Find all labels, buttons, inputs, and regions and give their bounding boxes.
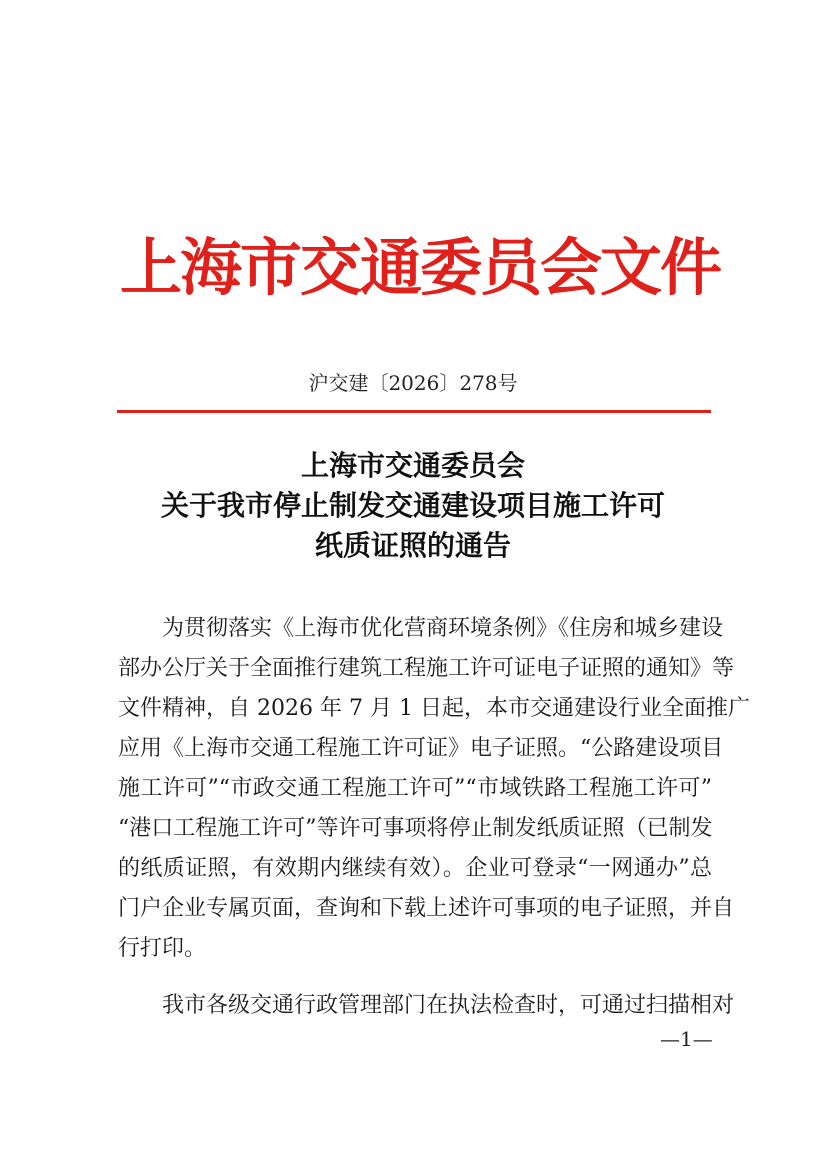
page-number: —1— bbox=[660, 1027, 713, 1051]
body-paragraph-1 bbox=[118, 609, 750, 969]
paragraph-line: 行打印。 bbox=[118, 936, 207, 961]
paragraph-line: 门户企业专属页面，查询和下载上述许可事项的电子证照，并自 bbox=[118, 896, 735, 921]
body-paragraph-2 bbox=[118, 986, 735, 1026]
paragraph-line: 的纸质证照，有效期内继续有效）。企业可登录“一网通办”总 bbox=[118, 856, 712, 881]
notice-title bbox=[0, 446, 826, 566]
paragraph-line: 我市各级交通行政管理部门在执法检查时，可通过扫描相对 bbox=[162, 993, 735, 1018]
document-number: 沪交建〔2026〕278号 bbox=[308, 371, 518, 395]
paragraph-line: 应用《上海市交通工程施工许可证》电子证照。“公路建设项目 bbox=[118, 736, 724, 761]
paragraph-line: 为贯彻落实《上海市优化营商环境条例》《住房和城乡建设 bbox=[162, 616, 724, 641]
notice-title-line-1: 上海市交通委员会 bbox=[300, 449, 525, 482]
paragraph-line: 文件精神，自 2026 年 7 月 1 日起，本市交通建设行业全面推广 bbox=[118, 696, 750, 721]
paragraph-line: 施工许可”“市政交通工程施工许可”“市域铁路工程施工许可” bbox=[118, 776, 712, 801]
paragraph-line: “港口工程施工许可”等许可事项将停止制发纸质证照（已制发 bbox=[118, 816, 713, 841]
red-divider-line bbox=[117, 410, 711, 413]
notice-title-line-2: 关于我市停止制发交通建设项目施工许可 bbox=[160, 489, 665, 522]
notice-title-line-3: 纸质证照的通告 bbox=[314, 529, 511, 562]
document-header-title: 上海市交通委员会文件 bbox=[120, 231, 721, 304]
paragraph-line: 部办公厅关于全面推行建筑工程施工许可证电子证照的通知》等 bbox=[118, 656, 735, 681]
